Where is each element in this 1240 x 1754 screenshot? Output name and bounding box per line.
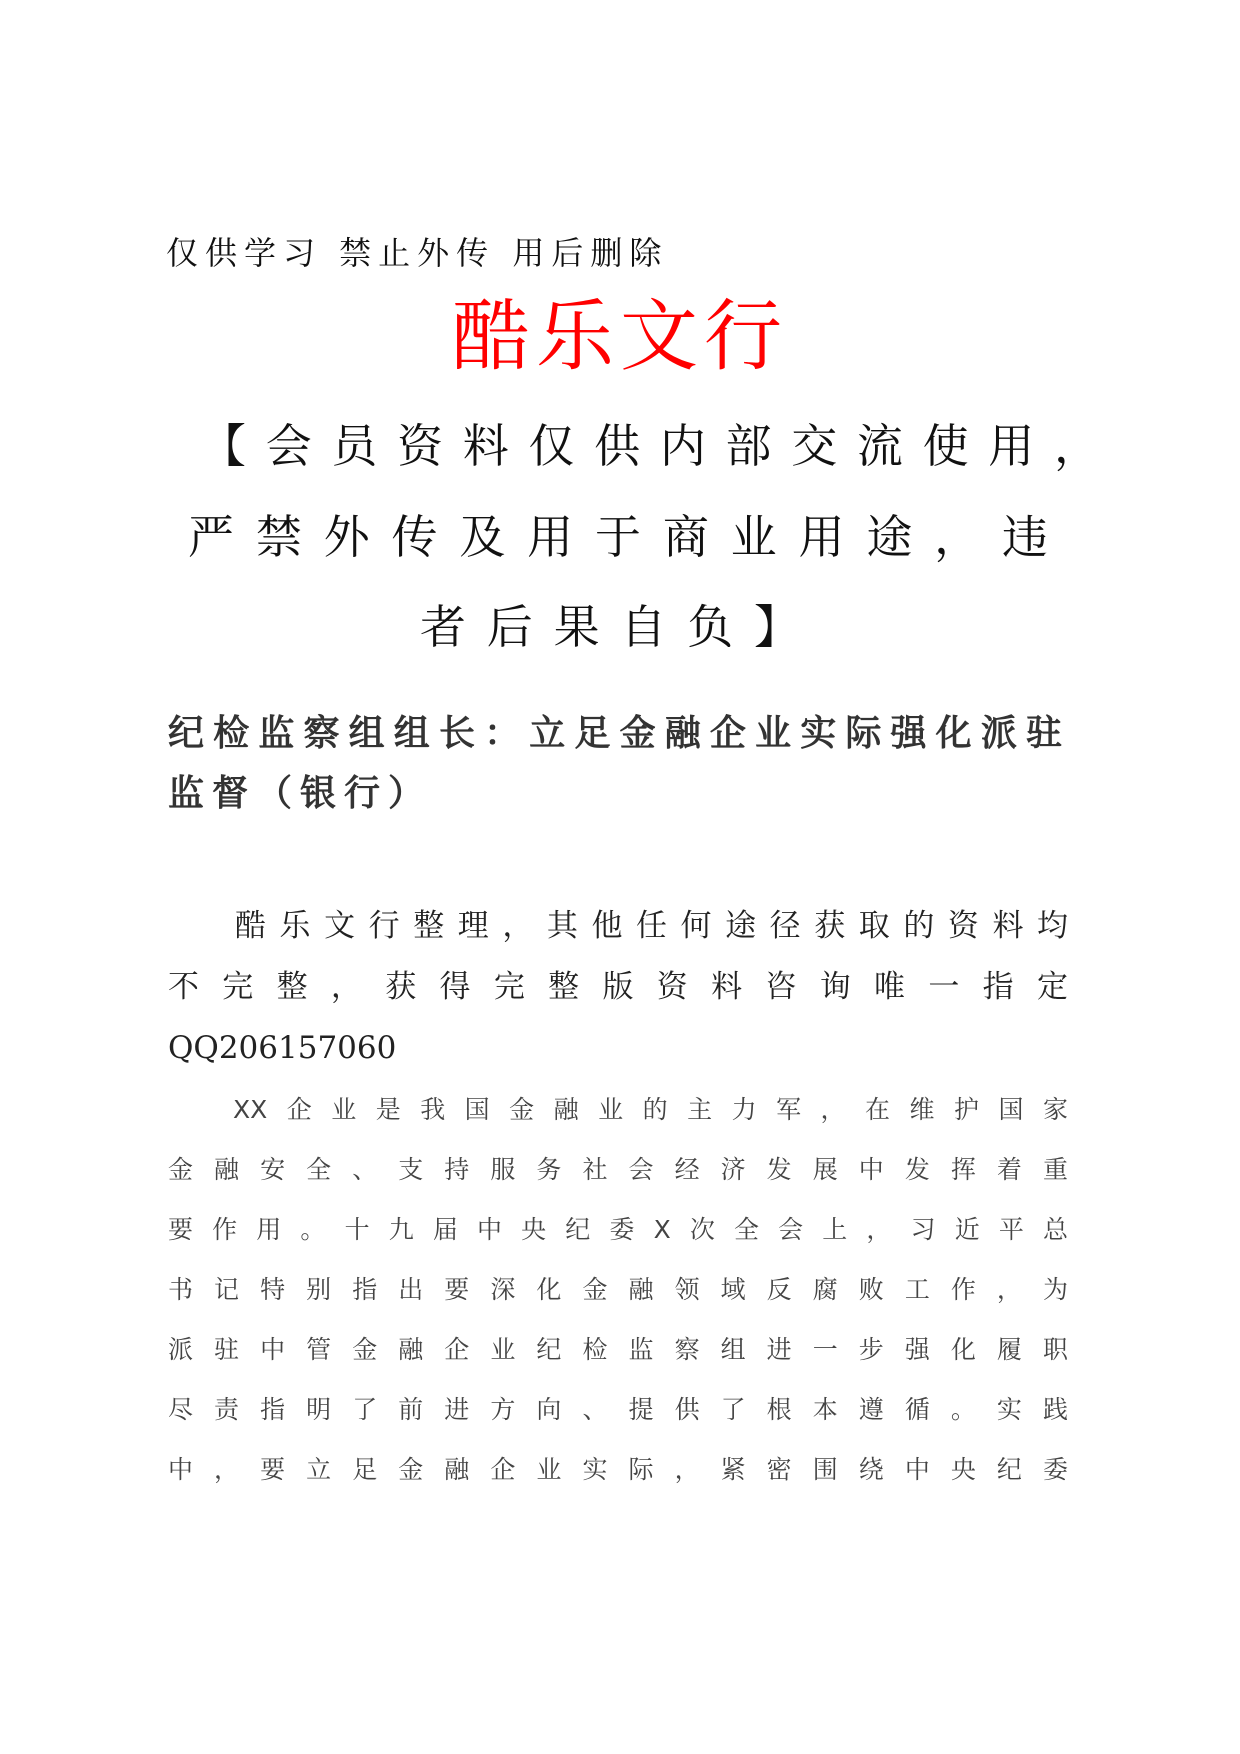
body-line: 书记特别指出要深化金融领域反腐败工作，为 xyxy=(168,1275,1068,1304)
document-title: 监督（银行） xyxy=(168,773,433,814)
brand-title: 酷乐文行 xyxy=(451,292,788,382)
body-line: 要作用。十九届中央纪委X次全会上，习近平总 xyxy=(168,1215,1068,1244)
body-line: XX企业是我国金融业的主力军，在维护国家 xyxy=(233,1095,1068,1124)
contact-qq: QQ206157060 xyxy=(168,1030,397,1066)
body-line: 中，要立足金融企业实际，紧密围绕中央纪委 xyxy=(168,1455,1068,1484)
body-line: 金融安全、支持服务社会经济发展中发挥着重 xyxy=(168,1155,1068,1184)
document-title: 纪检监察组组长：立足金融企业实际强化派驻 xyxy=(168,713,1068,754)
intro-line: 酷乐文行整理，其他任何途径获取的资料均 xyxy=(235,908,1068,944)
usage-notice: 仅供学习 禁止外传 用后删除 xyxy=(166,234,669,272)
warning-line: 严禁外传及用于商业用途，违 xyxy=(188,510,1048,564)
body-line: 派驻中管金融企业纪检监察组进一步强化履职 xyxy=(168,1335,1068,1364)
warning-line: 【会员资料仅供内部交流使用， xyxy=(200,419,1100,473)
warning-line: 者后果自负】 xyxy=(420,600,800,654)
intro-line: 不完整，获得完整版资料咨询唯一指定 xyxy=(168,969,1068,1005)
body-line: 尽责指明了前进方向、提供了根本遵循。实践 xyxy=(168,1395,1068,1424)
